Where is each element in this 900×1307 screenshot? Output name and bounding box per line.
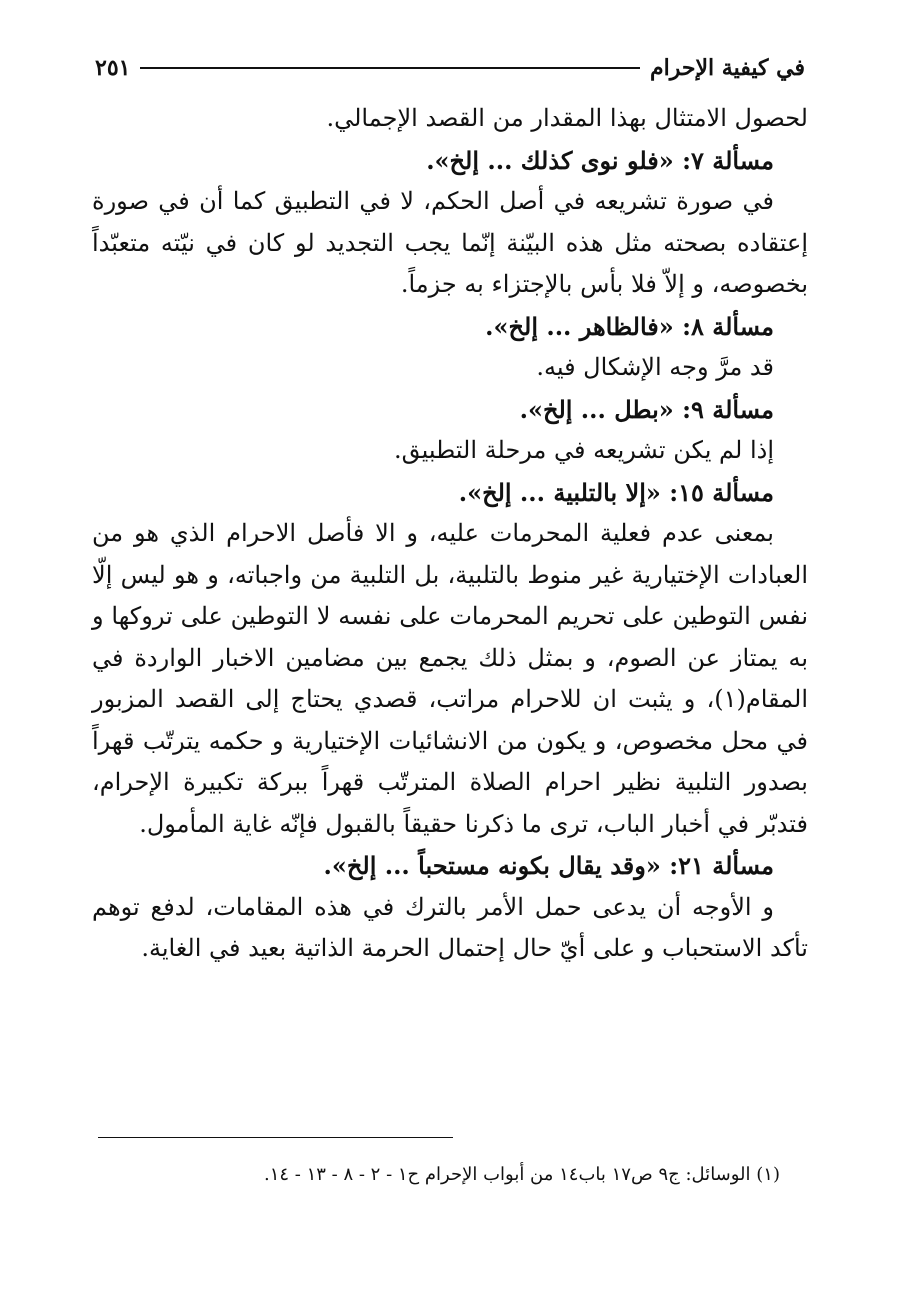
- issue-heading: مسألة ٢١: «وقد يقال بكونه مستحباً ... إلخ».: [323, 851, 774, 880]
- chapter-title: في كيفية الإحرام: [650, 55, 805, 81]
- paragraph: إذا لم يكن تشريعه في مرحلة التطبيق.: [393, 436, 774, 464]
- issue-heading: مسألة ٧: «فلو نوى كذلك ... إلخ».: [426, 145, 774, 175]
- issue-heading: مسألة ٨: «فالظاهر ... إلخ».: [485, 311, 774, 341]
- main-text: [92, 98, 808, 970]
- issue-heading: مسألة ١٥: «إلا بالتلبية ... إلخ».: [458, 477, 774, 507]
- issue-heading: مسألة ٩: «بطل ... إلخ».: [519, 394, 774, 424]
- paragraph: و الأوجه أن يدعى حمل الأمر بالترك في هذه المقامات، لدفع توهم تأكد الاستحباب و على أيّ حال إحتمال الحرمة الذاتية بعيد في الغاية.: [92, 892, 808, 962]
- running-header: [95, 50, 805, 86]
- paragraph: في صورة تشريعه في أصل الحكم، لا في التطبيق كما أن في صورة إعتقاده بصحته مثل هذه البيّنة إنّما يجب التجديد لو كان في نيّته متعبّداً بخصوصه، و إلاّ فلا بأس بالإجتزاء به جزماً.: [92, 187, 808, 298]
- paragraph: قد مرَّ وجه الإشكال فيه.: [536, 353, 774, 381]
- header-rule: [140, 67, 640, 69]
- footnote-divider: [98, 1137, 453, 1138]
- page-number: ٢٥١: [95, 55, 131, 81]
- paragraph: بمعنى عدم فعلية المحرمات عليه، و الا فأصل الاحرام الذي هو من العبادات الإختيارية غير منوط بالتلبية، بل التلبية من واجباته، و هو ليس إلّا نفس التوطين على تحريم المحرمات على نفسه لا التوطين على تروكها و به يمتاز عن الصوم، و بمثل ذلك يجمع بين مضامين الاخبار الواردة في المقام(١)، و يثبت ان للاحرام مراتب، قصدي يحتاج إلى القصد المزبور في محل مخصوص، و يكون من الانشائيات الإختيارية و حكمه يترتّب قهراً بصدور التلبية نظير احرام الصلاة المترتّب قهراً ببركة تكبيرة الإحرام، فتدبّر في أخبار الباب، ترى ما ذكرنا حقيقاً بالقبول فإنّه غاية المأمول.: [92, 519, 809, 838]
- footnote: (١) الوسائل: ج٩ ص١٧ باب١٤ من أبواب الإحرام ح١ - ٢ - ٨ - ١٣ - ١٤.: [263, 1164, 780, 1185]
- paragraph: لحصول الامتثال بهذا المقدار من القصد الإجمالي.: [326, 104, 808, 132]
